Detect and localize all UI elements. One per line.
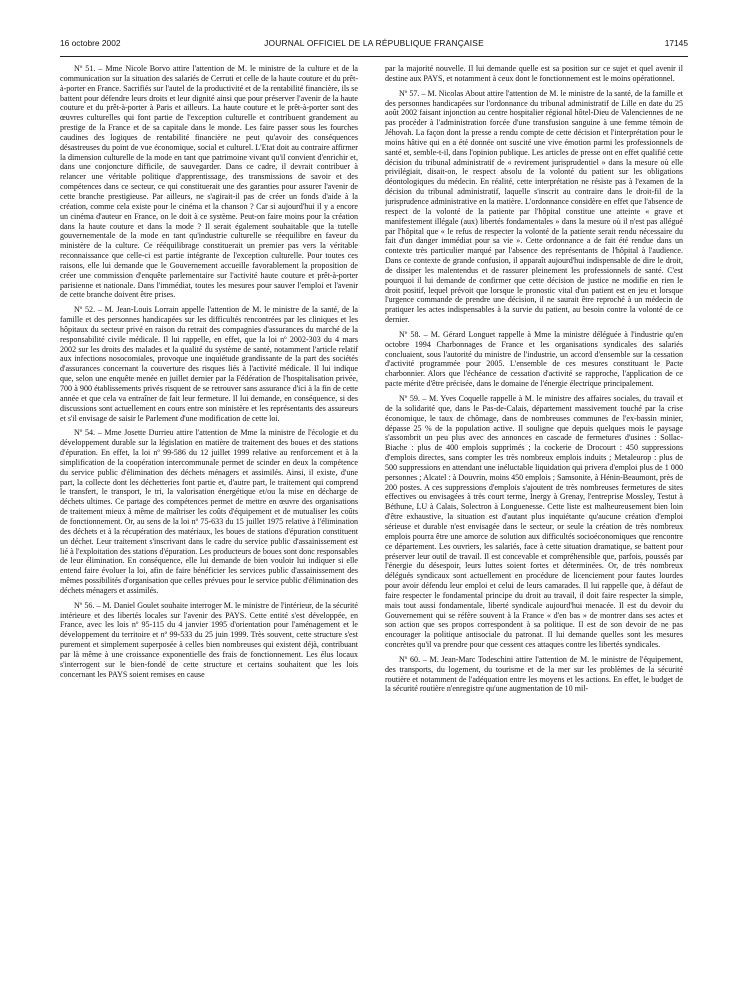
- question-60: Nº 60. – M. Jean-Marc Todeschini attire l'attention de M. le ministre de l'équipement, des transports, du logement, du tourisme et de la mer sur les problèmes de la sécurité routière et notamment de l'adéquation entre les moyens et les actions. En effet, le budget de la sécurité routière n'enregistre qu'une augmentation de 10 mil-: [385, 654, 683, 694]
- question-56: Nº 56. – M. Daniel Goulet souhaite interroger M. le ministre de l'intérieur, de la sécurité intérieure et des libertés locales sur l'avenir des PAYS. Cette entité s'est développée, en France, avec les lois nº 95-115 du 4 janvier 1995 d'orientation pour l'aménagement et le développement du territoire et nº 99-533 du 25 juin 1999. Très souvent, cette structure s'est purement et simplement superposée à celles bien nombreuses qui existent déjà, contribuant par là même à une croissance exponentielle des frais de fonctionnement. Les élus locaux s'interrogent sur le bien-fondé de cette structure et certains souhaitent que les lois concernant les PAYS soient remises en cause: [60, 600, 358, 679]
- left-column: [60, 64, 358, 984]
- page-number: 17145: [664, 38, 688, 48]
- question-51: Nº 51. – Mme Nicole Borvo attire l'attention de M. le ministre de la culture et de la communication sur la situation des salariés de Cerruti et celle de la haute couture et du prêt-à-porter en France. Sacrifiés sur l'autel de la productivité et de la rentabilité financière, ils se battent pour défendre leurs droits et leur dignité ainsi que pour préserver l'avenir de la haute couture et du prêt-à-porter à Paris et ailleurs. La haute couture et le prêt-à-porter sont des œuvres culturelles qui font partie de l'exception culturelle et contribuent grandement au prestige de la France et de sa capitale dans le monde. Les faire passer sous les fourches caudines des logiques de rentabilité financière ne peut qu'avoir des conséquences désastreuses du point de vue économique, social et culturel. L'Etat doit au contraire affirmer la dimension culturelle de la mode en tant que patrimoine vivant qu'il convient d'enrichir et, dans une conjoncture difficile, de sauvegarder. Dans ce cadre, il devrait contribuer à relancer une véritable politique d'apprentissage, des transmissions de savoir et des compétences dans ce secteur, ce qui constituerait une des garanties pour assurer l'avenir de cette branche prestigieuse. Par ailleurs, ne s'agirait-il pas de créer un fonds d'aide à la création, comme cela existe pour le cinéma et la chanson ? Car si aujourd'hui il y a encore un cinéma d'auteur en France, on le doit à ce système. Peut-on faire moins pour la création dans la haute couture et dans la mode ? Il serait également souhaitable que la tutelle gouvernementale de la mode en tant qu'industrie culturelle se réequilibre en faveur du ministère de la culture. Ce rééquilibrage constituerait un premier pas vers la véritable reconnaissance que celle-ci est partie intégrante de l'exception culturelle. Pour toutes ces raisons, elle lui demande que le Gouvernement accueille favorablement la proposition de créer une commission d'enquête parlementaire sur l'activité haute couture et prêt-à-porter parisienne et nationale. Dans l'immédiat, toutes les mesures pour sauver l'emploi et l'avenir de cette branche doivent être prises.: [60, 64, 358, 300]
- journal-title: JOURNAL OFFICIEL DE LA RÉPUBLIQUE FRANÇAISE: [264, 38, 484, 48]
- question-56-continued: par la majorité nouvelle. Il lui demande quelle est sa position sur ce sujet et quel avenir il destine aux PAYS, et notamment à ceux dont le fonctionnement est le moins opérationnel.: [385, 64, 683, 83]
- right-column: [385, 64, 683, 984]
- question-58: Nº 58. – M. Gérard Longuet rappelle à Mme la ministre déléguée à l'industrie qu'en octobre 1994 Charbonnages de France et les organisations syndicales des salariés concluaient, sous l'autorité du ministre de l'industrie, un accord d'ensemble sur la cessation d'activité programmée pour 2005. L'ensemble de ces mesures constituant le Pacte charbonnier. Alors que l'échéance de cessation d'activité se rapproche, l'application de ce pacte mérite d'être précisée, dans le domaine de l'énergie électrique principalement.: [385, 329, 683, 389]
- question-59: Nº 59. – M. Yves Coquelle rappelle à M. le ministre des affaires sociales, du travail et de la solidarité que, dans le Pas-de-Calais, département massivement touché par la crise économique, le taux de chômage, dans de nombreuses communes de l'ex-bassin minier, dépasse 25 % de la population active. Il souligne que depuis quelques mois le paysage s'assombrit un peu plus avec des annonces en cascade de fermetures d'usines : Sollac-Biache : plus de 400 emplois supprimés ; la cockerie de Drocourt : 450 suppressions d'emplois directes, sans compter les très nombreux emplois induits ; Metaleurop : plus de 500 suppressions en attendant une inéluctable liquidation qui privera d'emploi plus de 1 000 personnes ; Alcatel : à Douvrin, moins 450 emplois ; Samsonite, à Hénin-Beaumont, près de 200 postes. A ces suppressions d'emplois s'ajoutent de très nombreuses fermetures de sites effectives ou envisagées à très court terme, Inergy à Grenay, l'entreprise Mossley, Testut à Béthune, LU à Calais, Solectron à Longuenesse. Cette liste est malheureusement bien loin d'être exhaustive, la situation est d'autant plus inquiétante qu'aucune création d'emploi sérieuse et durable n'est envisagée dans le secteur, or seule la création de très nombreux emplois pourra être une amorce de solution aux difficultés socioéconomiques que rencontre ce département. Les ouvriers, les salariés, face à cette situation dramatique, se battent pour préserver leur outil de travail. Il est concevable et compréhensible que, parfois, poussés par l'énergie du désespoir, leurs luttes soient fortes et déterminées. Or, de très nombreux délégués syndicaux sont actuellement en procédure de licenciement pour fautes lourdes pour avoir défendu leur emploi et celui de leurs camarades. Il lui rappelle que, à défaut de faire respecter le fondamental principe du droit au travail, il doit faire respecter la simple, mais tout aussi fondamentale, liberté syndicale aujourd'hui menacée. Il est du devoir du Gouvernement qui se réfère souvent à la France « d'en bas » de montrer dans ses actes et son action que ses propos correspondent à sa politique. Il est de son devoir de ne pas encourager la politique antisociale du patronat. Il lui demande quelles sont les mesures concrètes qu'il va prendre pour que cessent ces attaques contre les libertés syndicales.: [385, 394, 683, 650]
- header-rule: [60, 56, 688, 57]
- page-header: [60, 38, 688, 52]
- question-57: Nº 57. – M. Nicolas About attire l'attention de M. le ministre de la santé, de la famille et des personnes handicapées sur l'ordonnance du tribunal administratif de Lille en date du 25 août 2002 faisant injonction au centre hospitalier régional hôtel-Dieu de Valenciennes de ne pas procéder à l'administration forcée d'une transfusion sanguine à une femme témoin de Jéhovah. La façon dont la presse a rendu compte de cette décision et l'interprétation pour le moins hâtive qui en a été donnée ont suscité une vive émotion parmi les professionnels de santé et, semble-t-il, dans l'opinion publique. Les articles de presse ont en effet qualifié cette décision du tribunal administratif de « revirement jurisprudentiel » dans la mesure où elle privilégiait, disait-on, le respect absolu de la volonté du patient sur les obligations déontologiques du médecin. En réalité, cette interprétation ne résiste pas à l'examen de la décision du tribunal administratif, laquelle s'inscrit au contraire dans le droit-fil de la jurisprudence administrative en la matière. L'ordonnance considère en effet que l'absence de respect de la volonté de la patiente par l'hôpital constitue une atteinte « grave et manifestement illégale (aux) libertés fondamentales » dans la mesure où il n'est pas allégué par l'hôpital que « le refus de respecter la volonté de la patiente serait rendu nécessaire du fait d'un danger immédiat pour sa vie ». Cette ordonnance a de fait été rendue dans un contexte très particulier marqué par l'absence des représentants de l'hôpital à l'audience. Dans ce contexte de grande confusion, il apparaît aujourd'hui indispensable de dire le droit, de dissiper les malentendus et de rassurer pleinement les professionnels de santé. C'est pourquoi il lui demande de confirmer que cette décision de justice ne modifie en rien le droit positif, lequel prévoit que lorsque le pronostic vital d'un patient est en jeu et lorsque l'urgence commande de prendre une décision, il ne saurait être reproché à un médecin de pratiquer les actes indispensables à la survie du patient, au besoin contre la volonté de ce dernier.: [385, 88, 683, 325]
- question-54: Nº 54. – Mme Josette Durrieu attire l'attention de Mme la ministre de l'écologie et du développement durable sur la législation en matière de traitement des boues et des stations d'épuration. En effet, la loi nº 99-586 du 12 juillet 1999 relative au renforcement et à la simplification de la coopération intercommunale permet de scinder en deux la compétence du service public d'élimination des déchets ménagers et assimilés. Ainsi, il existe, d'une part, la collecte dont les déchetteries font partie et, d'autre part, le traitement qui comprend le transfert, le transport, le tri, la valorisation énergétique et/ou la mise en décharge de déchets ultimes. Ce partage des compétences permet de mettre en œuvre des organisations de traitement mieux à même de maîtriser les coûts d'équipement et de mutualiser les coûts de fonctionnement. Or, au sens de la loi nº 75-633 du 15 juillet 1975 relative à l'élimination des déchets et à la récupération des matériaux, les boues de stations d'épuration constituent un déchet. Leur traitement s'inscrivant dans le cadre du service public d'assainissement est lié à l'exploitation des stations d'épuration. Les producteurs de boues sont donc responsables de leur élimination. En conséquence, elle lui demande de bien vouloir lui indiquer si elle entend faire évoluer la loi, afin de faire bénéficier les services public d'assainissement des mêmes possibilités d'organisation que celles prévues pour le service public d'élimination des déchets ménagers et assimilés.: [60, 428, 358, 595]
- question-52: Nº 52. – M. Jean-Louis Lorrain appelle l'attention de M. le ministre de la santé, de la famille et des personnes handicapées sur les difficultés rencontrées par les cliniques et les hôpitaux du secteur privé en raison du retrait des compagnies d'assurances du marché de la responsabilité civile médicale. Il lui rappelle, en effet, que la loi nº 2002-303 du 4 mars 2002 sur les droits des malades et la qualité du système de santé, notamment l'article relatif aux infections nosocomiales, provoque une inquiétude grandissante de la part des sociétés d'assurances concernant la couverture des risques liés à l'activité médicale. Il lui indique que, selon une enquête menée en juillet dernier par la Fédération de l'hospitalisation privée, 700 à 900 établissements privés risquent de se retrouver sans assurance d'ici à la fin de cette année et que cela va entraîner de fait leur fermeture. Il lui demande, en conséquence, si des discussions sont actuellement en cours entre son ministère et les représentants des assureurs et s'il envisage de saisir le Parlement d'une modification de cette loi.: [60, 305, 358, 423]
- header-date: 16 octobre 2002: [60, 38, 121, 48]
